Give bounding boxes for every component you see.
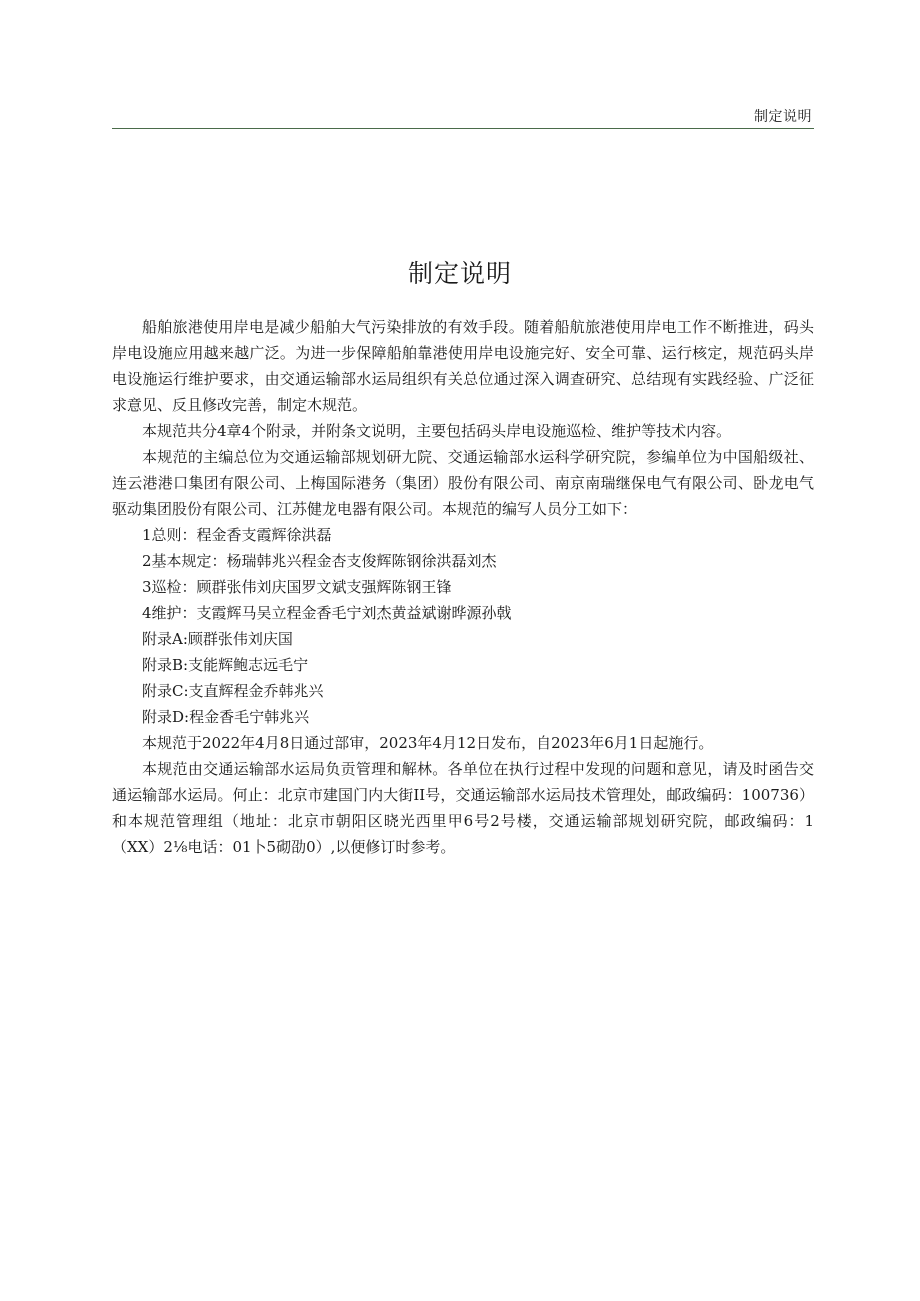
assignment-line: 2基本规定：杨瑞韩兆兴程金杏支俊辉陈钢徐洪磊刘杰 bbox=[142, 552, 497, 570]
intro-paragraph: 船舶旅港使用岸电是减少船舶大气污染排放的有效手段。随着船航旅港使用岸电工作不断推进，码头岸电设施应用越来越广泛。为进一步保障船舶靠港使用岸电设施完好、安全可靠、运行核定，规范码头岸电设施运行维护要求，由交通运输部水运局组织有关总位通过深入调查研究、总结现有实践经验、广泛征求意见、反且修改完善，制定木规范。 bbox=[112, 318, 814, 414]
running-header-title: 制定说明 bbox=[754, 109, 812, 125]
assignment-line: 4维护：支霞辉马吴立程金香毛宁刘杰黄益斌谢晔源孙戟 bbox=[142, 604, 512, 622]
page-header bbox=[112, 104, 814, 129]
assignment-line: 附录B:支能辉鲍志远毛宁 bbox=[142, 656, 309, 674]
assignment-line: 附录D:程金香毛宁韩兆兴 bbox=[142, 708, 310, 726]
assignment-line: 3巡检：顾群张伟刘庆国罗文斌支强辉陈钢王锋 bbox=[142, 578, 452, 596]
structure-paragraph: 本规范共分4章4个附录，并附条文说明，主要包括码头岸电设施巡检、维护等技术内容。 bbox=[142, 422, 732, 440]
document-body bbox=[112, 314, 814, 860]
assignment-line: 附录A:顾群张伟刘庆国 bbox=[142, 630, 293, 648]
contact-paragraph: 本规范由交通运输部水运局负贡管理和解林。各单位在执行过程中发现的问题和意见，请及时函告交通运输部水运局。何止：北京市建国门内大街II号，交通运输部水运局技术管理处，邮政编码：100736）和本规范管理组（地址：北京市朝阳区晓光西里甲6号2号楼，交通运输部规划研究院，邮政编码：1（XX）2⅛电话：01卜5砌劭0）,以便修订时参考。 bbox=[112, 760, 814, 856]
units-paragraph: 本规范的主编总位为交通运输部规划研尢院、交通运输部水运科学研究院，参编单位为中国船级社、连云港港口集团有限公司、上梅国际港务（集团）股份有限公司、南京南瑞继保电气有限公司、卧龙电气驱动集团股份有限公司、江苏健龙电器有限公司。本规范的编写人员分工如下： bbox=[112, 448, 814, 518]
dates-paragraph: 本规范于2022年4月8日通过部审，2023年4月12日发布，自2023年6月1日起施行。 bbox=[142, 734, 714, 752]
assignment-line: 1总则：程金香支霞辉徐洪磊 bbox=[142, 526, 332, 544]
assignment-line: 附录C:支直辉程金乔韩兆兴 bbox=[142, 682, 324, 700]
document-title: 制定说明 bbox=[407, 259, 512, 288]
